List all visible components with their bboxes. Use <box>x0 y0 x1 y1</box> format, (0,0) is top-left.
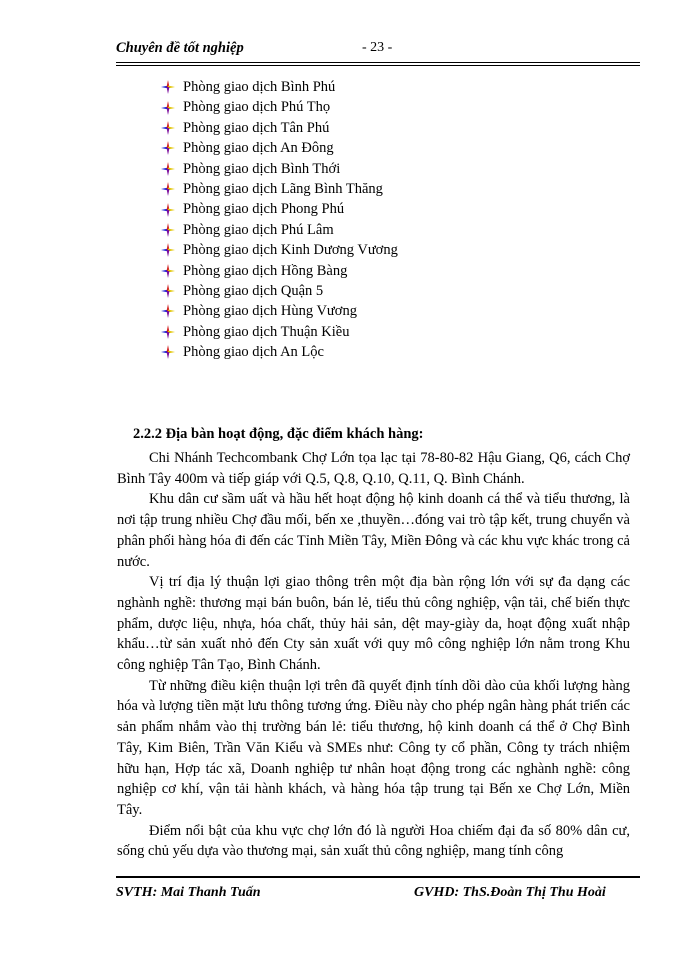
branch-name: Phòng giao dịch Kinh Dương Vương <box>183 242 398 259</box>
four-point-star-icon <box>160 283 176 299</box>
paragraph: Khu dân cư sầm uất và hầu hết hoạt động hộ kinh doanh cá thể và tiểu thương, là nơi tập trung nhiều Chợ đầu mối, bến xe ,thuyền…đóng vai trò tập kết, trung chuyển và phân phối hàng hóa đi đến các Tỉnh Miền Tây, Miền Đông và các khu vực khác trong cả nước. <box>117 491 630 570</box>
branch-list-item <box>160 77 398 97</box>
branch-name: Phòng giao dịch Phú Lâm <box>183 221 334 238</box>
paragraph: Chi Nhánh Techcombank Chợ Lớn tọa lạc tại 78-80-82 Hậu Giang, Q6, cách Chợ Bình Tây 400m và tiếp giáp với Q.5, Q.8, Q.10, Q.11, Q. Bình Chánh. <box>117 450 630 487</box>
body-text <box>117 448 630 862</box>
four-point-star-icon <box>160 263 176 279</box>
branch-name: Phòng giao dịch Tân Phú <box>183 119 330 136</box>
four-point-star-icon <box>160 344 176 360</box>
paragraph: Từ những điều kiện thuận lợi trên đã quyết định tính dồi dào của khối lượng hàng hóa và lượng tiền mặt lưu thông tương ứng. Điều này cho phép ngân hàng phát triển các sản phẩm nhắm vào thị trường bán lẻ: tiểu thương, hộ kinh doanh cá thể ở Chợ Bình Tây, Kim Biên, Trần Văn Kiểu và SMEs như: Công ty cổ phần, Công ty trách nhiệm hữu hạn, Hợp tác xã, Doanh nghiệp tư nhân hoạt động trong các nghành nghề: công nghiệp cơ khí, vận tải hành khách, và hàng hóa tập trung tại Bến xe Chợ Lớn, Miền Tây. <box>117 677 630 818</box>
paragraph: Vị trí địa lý thuận lợi giao thông trên một địa bàn rộng lớn với sự đa dạng các nghành nghề: thương mại bán buôn, bán lẻ, tiểu thủ công nghiệp, vận tải, chế biến thực phẩm, dược liệu, nhựa, hóa chất, thủy hải sản, dệt may-giày da, hoạt động xuất nhập khẩu…từ sản xuất nhỏ đến Cty sản xuất với quy mô công nghiệp lớn nằm trong Khu công nghiệp Tân Tạo, Bình Chánh. <box>117 574 630 674</box>
four-point-star-icon <box>160 324 176 340</box>
footer-student: SVTH: Mai Thanh Tuấn <box>116 885 261 900</box>
page-header <box>116 40 640 62</box>
branch-list-item <box>160 301 398 321</box>
branch-list-item <box>160 281 398 301</box>
branch-list-item <box>160 118 398 138</box>
branch-list-item <box>160 220 398 240</box>
paragraph: Điểm nổi bật của khu vực chợ lớn đó là người Hoa chiếm đại đa số 80% dân cư, sống chủ yếu dựa vào thương mại, sản xuất thủ công nghiệp, mang tính công <box>117 822 630 860</box>
four-point-star-icon <box>160 100 176 116</box>
four-point-star-icon <box>160 161 176 177</box>
branch-name: Phòng giao dịch Phong Phú <box>183 201 345 218</box>
branch-list-item <box>160 261 398 281</box>
document-title: Chuyên đề tốt nghiệp <box>116 40 244 56</box>
four-point-star-icon <box>160 222 176 238</box>
branch-name: Phòng giao dịch Hồng Bàng <box>183 262 348 279</box>
four-point-star-icon <box>160 242 176 258</box>
branch-list-item <box>160 199 398 219</box>
four-point-star-icon <box>160 140 176 156</box>
branch-list <box>160 77 398 362</box>
branch-name: Phòng giao dịch Bình Thới <box>183 160 341 177</box>
header-divider <box>116 62 640 66</box>
branch-list-item <box>160 138 398 158</box>
four-point-star-icon <box>160 79 176 95</box>
branch-name: Phòng giao dịch Lãng Bình Thăng <box>183 180 383 197</box>
branch-list-item <box>160 179 398 199</box>
four-point-star-icon <box>160 181 176 197</box>
branch-name: Phòng giao dịch An Đông <box>183 140 334 157</box>
branch-list-item <box>160 97 398 117</box>
branch-name: Phòng giao dịch Phú Thọ <box>183 99 331 116</box>
branch-name: Phòng giao dịch Bình Phú <box>183 79 336 95</box>
branch-name: Phòng giao dịch An Lộc <box>183 344 324 361</box>
section-heading: 2.2.2 Địa bàn hoạt động, đặc điểm khách hàng: <box>133 426 424 442</box>
footer-advisor: GVHD: ThS.Đoàn Thị Thu Hoài <box>414 885 606 900</box>
four-point-star-icon <box>160 202 176 218</box>
branch-name: Phòng giao dịch Hùng Vương <box>183 303 357 320</box>
page-number: - 23 - <box>362 40 393 55</box>
branch-name: Phòng giao dịch Quận 5 <box>183 282 324 299</box>
four-point-star-icon <box>160 303 176 319</box>
branch-list-item <box>160 240 398 260</box>
footer-divider <box>116 876 640 878</box>
branch-list-item <box>160 322 398 342</box>
branch-name: Phòng giao dịch Thuận Kiều <box>183 323 350 340</box>
branch-list-item <box>160 159 398 179</box>
branch-list-item <box>160 342 398 362</box>
four-point-star-icon <box>160 120 176 136</box>
